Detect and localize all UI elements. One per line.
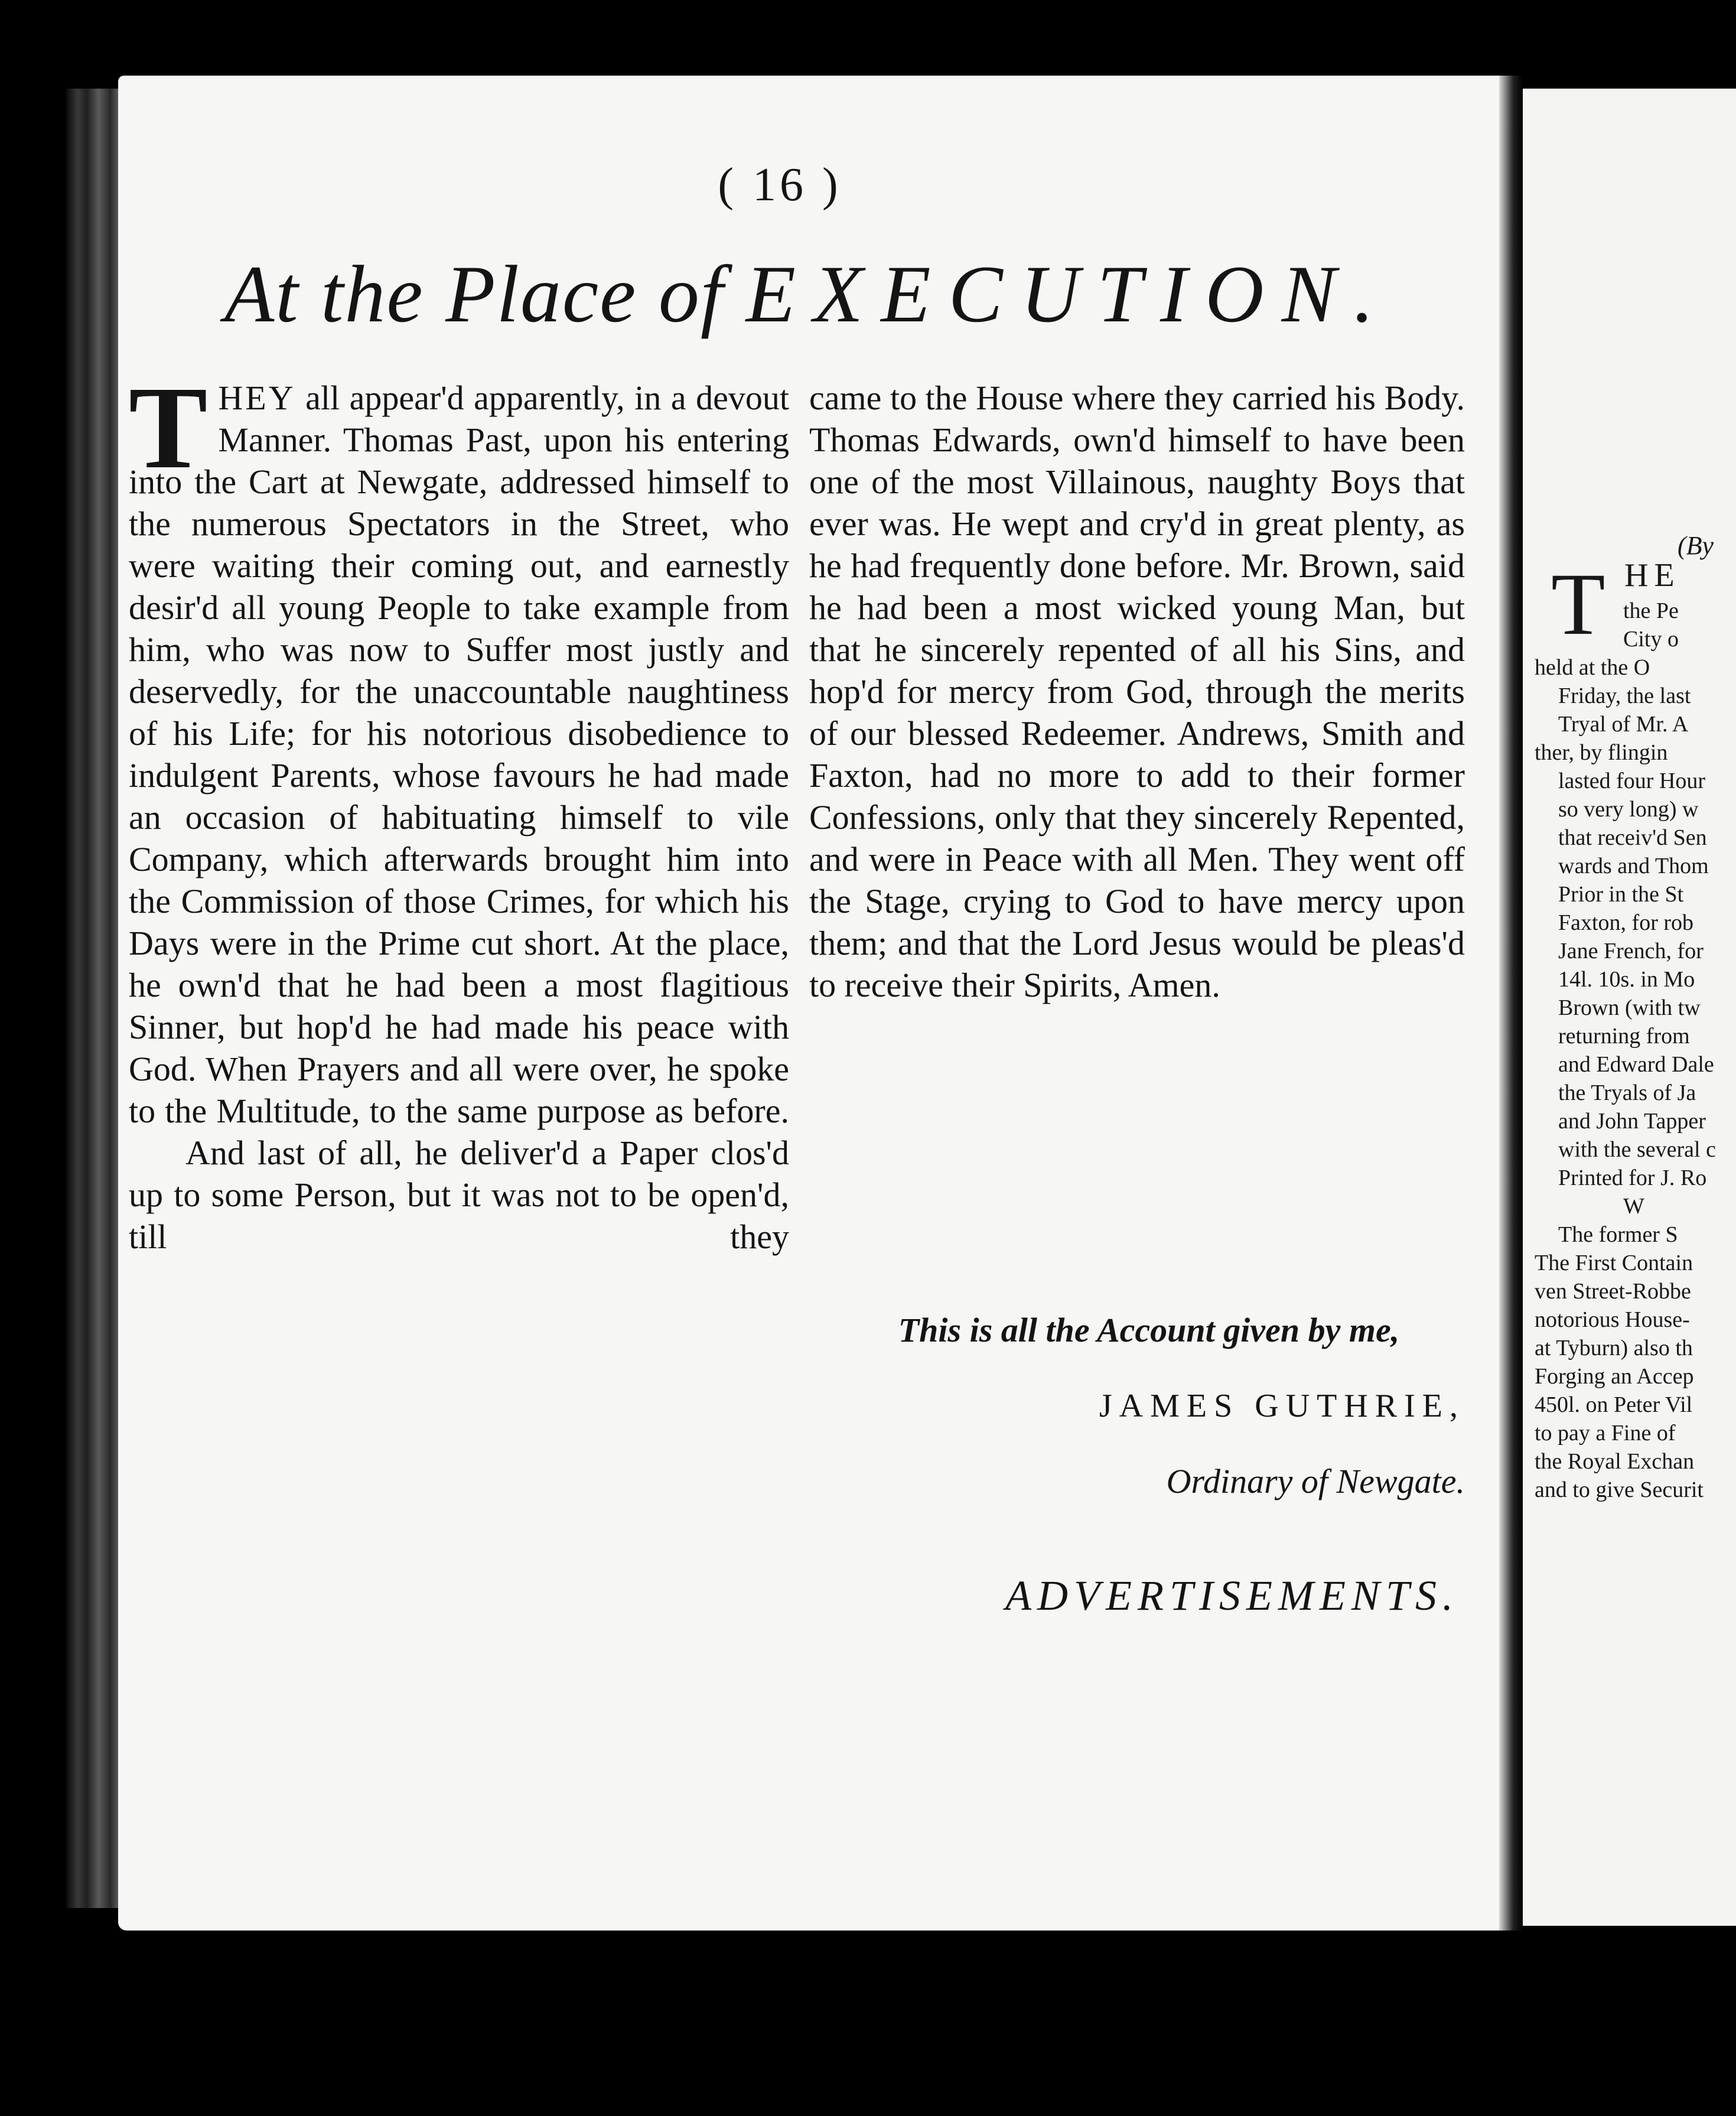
page-title	[224, 247, 1406, 341]
signoff-title: Ordinary of Newgate.	[1166, 1462, 1465, 1500]
right-page-line: and to give Securit	[1535, 1477, 1704, 1502]
right-page-line: The former S	[1558, 1222, 1678, 1247]
right-page-line: Printed for J. Ro	[1558, 1166, 1707, 1190]
page-gutter	[1499, 76, 1523, 1931]
middle-column	[809, 377, 1465, 1006]
right-page-text	[1535, 597, 1736, 1504]
right-page-line: to pay a Fine of	[1535, 1421, 1676, 1446]
right-page-line: 450l. on Peter Vil	[1535, 1392, 1693, 1417]
right-page-line: Brown (with tw	[1558, 995, 1701, 1020]
right-page-line: 14l. 10s. in Mo	[1558, 967, 1695, 992]
right-page-line: Faxton, for rob	[1558, 910, 1694, 935]
right-page-line: and Edward Dale	[1558, 1052, 1714, 1077]
right-page-line: the Royal Exchan	[1535, 1449, 1695, 1474]
right-page-line: Prior in the St	[1558, 882, 1684, 907]
right-page-line: the Pe	[1623, 598, 1679, 623]
title-caps: EXECUTION.	[745, 249, 1392, 339]
signoff-line: This is all the Account given by me,	[898, 1311, 1400, 1349]
right-page-line: with the several c	[1558, 1137, 1716, 1162]
right-page-lead: HE	[1624, 561, 1680, 590]
right-page-line: Friday, the last	[1558, 683, 1691, 708]
right-page-by: (By	[1678, 532, 1714, 560]
right-page-line: at Tyburn) also th	[1535, 1336, 1693, 1360]
right-page-drop-cap: T	[1551, 560, 1605, 649]
advertisements-heading: ADVERTISEMENTS.	[1005, 1572, 1459, 1619]
lead-word: HEY	[218, 379, 296, 417]
right-page-line: wards and Thom	[1558, 854, 1709, 878]
left-column	[129, 363, 789, 1258]
right-page-line: the Tryals of Ja	[1558, 1080, 1696, 1105]
right-page-line: Jane French, for	[1558, 939, 1704, 963]
middle-paragraph-1: came to the House where they carried his Body. Thomas Edwards, own'd himself to have been one of the most Villainous, naughty Boys that ever was. He wept and cry'd in great plenty, as he had frequently done before. Mr. Brown, said he had been a most wicked young Man, but that he sincerely repented of all his Sins, and hop'd for mercy from God, through the merits of our blessed Redeemer. Andrews, Smith and Faxton, had no more to add to their former Confessions, only that they sincerely Repented, and were in Peace with all Men. They went off the Stage, crying to God to have mercy upon them; and that the Lord Jesus would be pleas'd to receive their Spirits, Amen.	[809, 379, 1465, 1004]
right-page-line: W	[1623, 1194, 1644, 1219]
right-page-line: ven Street-Robbe	[1535, 1279, 1691, 1304]
right-page-line: Forging an Accep	[1535, 1364, 1694, 1389]
right-page-line: held at the O	[1535, 655, 1650, 680]
page-number: ( 16 )	[718, 159, 842, 211]
right-page-line: notorious House-	[1535, 1307, 1690, 1332]
title-text: At the Place of	[224, 249, 725, 339]
right-page-line: Tryal of Mr. A	[1558, 712, 1689, 737]
right-page-line: ther, by flingin	[1535, 740, 1668, 765]
right-page-line: and John Tapper	[1558, 1109, 1706, 1134]
right-page-line: City o	[1623, 627, 1679, 652]
left-paragraph-1-text: all appear'd apparently, in a devout Manner. Thomas Past, upon his entering into the Cart at Newgate, addressed himself to the numerous Spectators in the Street, who were waiting their coming out, and earnestly desir'd all young People to take example from him, who was now to Suffer most justly and deservedly, for the unaccountable naughtiness of his Life; for his notorious disobedience to indulgent Parents, whose favours he had made an occasion of habituating himself to vile Company, which afterwards brought him into the Commission of those Crimes, for which his Days were in the Prime cut short. At the place, he own'd that he had been a most flagitious Sinner, but hop'd he had made his peace with God. When Prayers and all were over, he spoke to the Multitude, to the same purpose as before.	[129, 379, 789, 1130]
drop-cap: T	[129, 363, 208, 493]
right-page-line: returning from	[1558, 1024, 1690, 1049]
right-page-line: The First Contain	[1535, 1251, 1693, 1275]
signoff-name: JAMES GUTHRIE,	[1099, 1388, 1465, 1424]
left-paragraph-1	[129, 363, 789, 1132]
right-page-line: so very long) w	[1558, 797, 1699, 822]
right-page-line: that receiv'd Sen	[1558, 825, 1707, 850]
right-page-line: lasted four Hour	[1558, 769, 1706, 793]
left-paragraph-2: And last of all, he deliver'd a Paper clos'd up to some Person, but it was not to be open'd, till they	[129, 1134, 789, 1256]
